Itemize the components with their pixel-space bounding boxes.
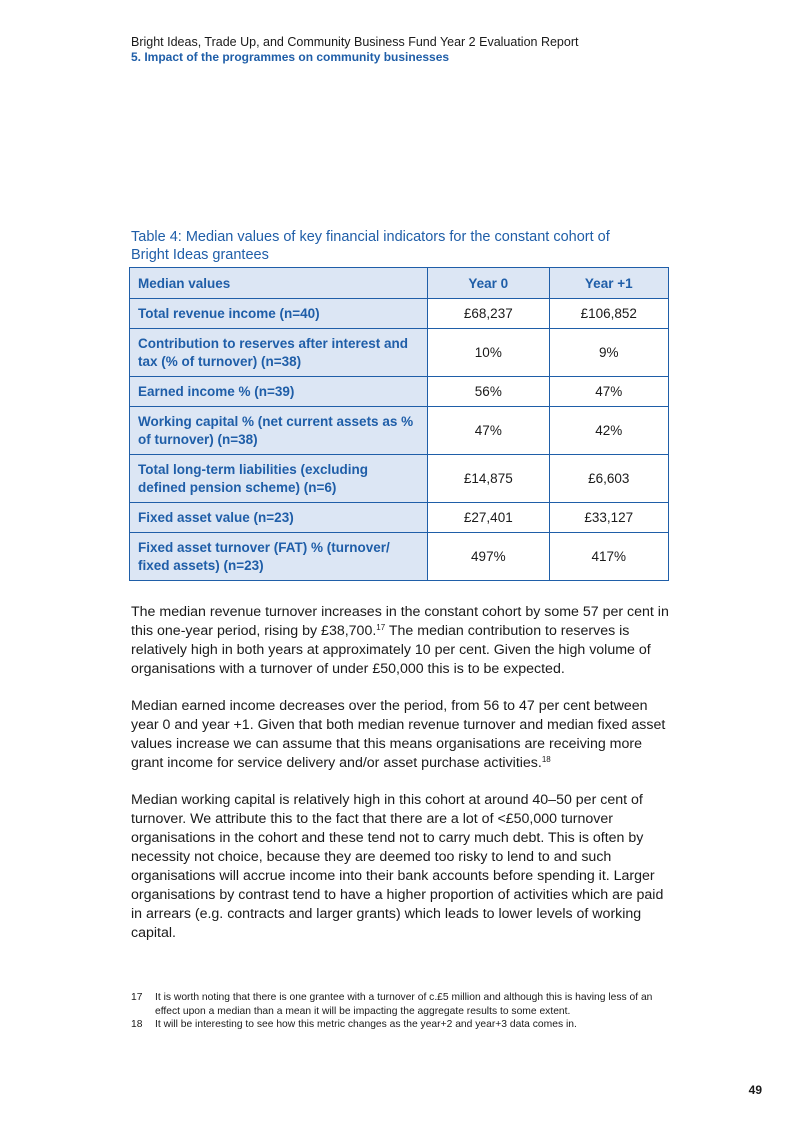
table-row [130,407,669,455]
footnote-ref-17: 17 [376,623,386,632]
page-number: 49 [748,1083,762,1097]
table-row [130,503,669,533]
table-row [130,329,669,377]
row-year0-value: 10% [428,329,549,377]
paragraph-text: Median earned income decreases over the period, from 56 to 47 per cent between year 0 and year +1. Given that both median revenue turnover and median fixed asset values increase we can assume that this means organisations are receiving more grant income for service delivery and/or asset purchase activities. [131,698,666,771]
paragraph-text: The median revenue turnover increases in the constant cohort by some 57 per cent in this one-year period, rising by £38,700. [131,604,669,639]
footnote-text: It will be interesting to see how this metric changes as the year+2 and year+3 data comes in. [155,1019,577,1030]
report-title: Bright Ideas, Trade Up, and Community Business Fund Year 2 Evaluation Report [131,35,579,49]
paragraph-earned-income [131,697,671,773]
row-year0-value: 47% [428,407,549,455]
row-year1-value: £33,127 [549,503,668,533]
row-label: Working capital % (net current assets as % of turnover) (n=38) [130,407,428,455]
row-year0-value: 497% [428,533,549,581]
footnote-text: It is worth noting that there is one grantee with a turnover of c.£5 million and although this is having less of an effect upon a median than a mean it will be impacting the aggregate results to some extent. [155,992,653,1017]
column-header-year-1: Year +1 [549,268,668,299]
table-caption: Table 4: Median values of key financial indicators for the constant cohort of Bright Ideas grantees [131,229,610,263]
table-row [130,299,669,329]
footnote-18 [131,1018,676,1032]
row-label: Total revenue income (n=40) [130,299,428,329]
row-year1-value: 9% [549,329,668,377]
row-label: Earned income % (n=39) [130,377,428,407]
page-header [131,35,578,65]
row-year0-value: 56% [428,377,549,407]
row-year0-value: £14,875 [428,455,549,503]
row-year1-value: 417% [549,533,668,581]
row-label: Contribution to reserves after interest and tax (% of turnover) (n=38) [130,329,428,377]
financial-indicators-table [129,267,669,581]
column-header-year-0: Year 0 [428,268,549,299]
body-text [131,603,671,961]
footnotes [131,991,676,1032]
section-title: 5. Impact of the programmes on community businesses [131,50,450,64]
table-row [130,455,669,503]
row-label: Fixed asset turnover (FAT) % (turnover/ fixed assets) (n=23) [130,533,428,581]
row-label: Fixed asset value (n=23) [130,503,428,533]
table-row [130,377,669,407]
row-year1-value: £106,852 [549,299,668,329]
row-year1-value: 47% [549,377,668,407]
table-header-row [130,268,669,299]
footnote-number: 18 [131,1019,143,1030]
row-year0-value: £68,237 [428,299,549,329]
table-row [130,533,669,581]
row-year0-value: £27,401 [428,503,549,533]
paragraph-text: The median contribution to reserves is relatively high in both years at approximately 10 per cent. Given the high volume of organisations with a turnover of under £50,000 this is to be expected. [131,623,651,677]
row-label: Total long-term liabilities (excluding defined pension scheme) (n=6) [130,455,428,503]
footnote-ref-18: 18 [541,755,551,764]
paragraph-working-capital: Median working capital is relatively high in this cohort at around 40–50 per cent of turnover. We attribute this to the fact that there are a lot of <£50,000 turnover organisations in the cohort and these tend not to carry much debt. This is often by necessity not choice, because they are deemed too risky to lend to and such organisations will accrue income into their bank accounts before spending it. Larger organisations by contrast tend to have a higher proportion of activities which are paid in arrears (e.g. contracts and larger grants) which leads to lower levels of working capital. [131,792,664,941]
paragraph-revenue [131,603,671,679]
footnote-number: 17 [131,992,143,1003]
column-header-median-values: Median values [130,268,428,299]
row-year1-value: £6,603 [549,455,668,503]
footnote-17 [131,991,676,1018]
row-year1-value: 42% [549,407,668,455]
